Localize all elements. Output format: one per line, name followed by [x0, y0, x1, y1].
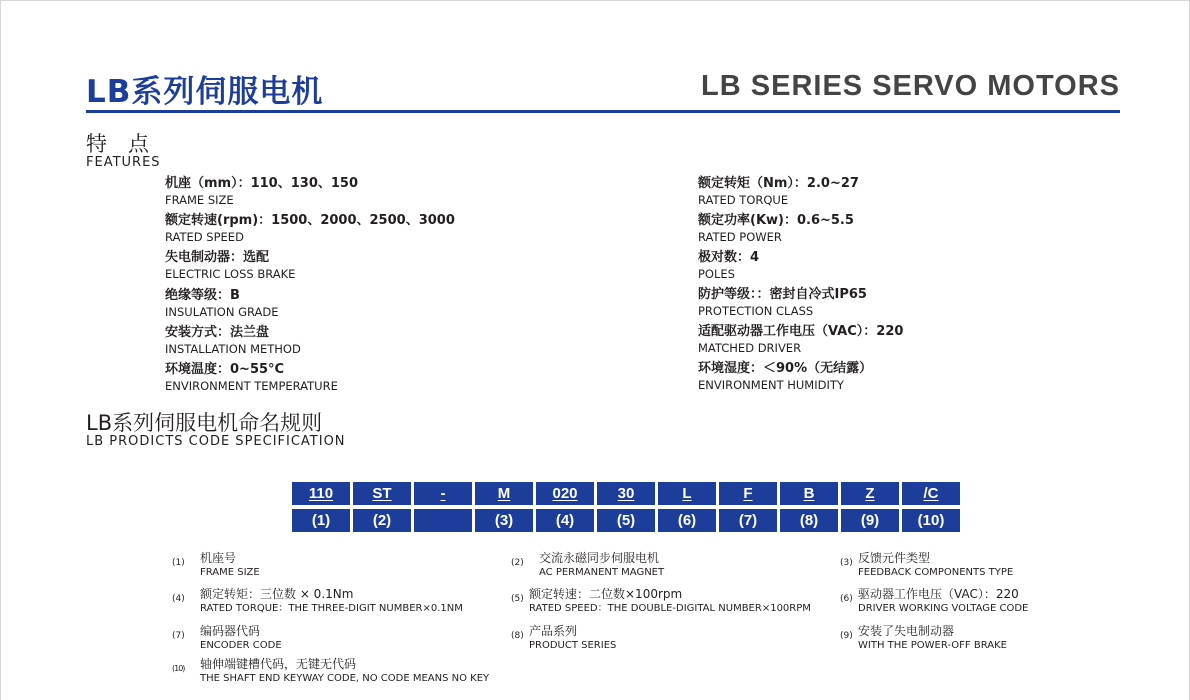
- feature-humidity: [698, 361, 872, 393]
- code-cell: [658, 482, 716, 505]
- legend-label-cn: 额定转矩：三位数 × 0.1Nm: [200, 587, 354, 601]
- feature-label-cn: 极对数：4: [698, 250, 760, 265]
- index-cell: (8): [780, 509, 838, 532]
- feature-rated-torque: [698, 176, 859, 208]
- code-cell: [902, 482, 960, 505]
- code-value: M: [497, 485, 511, 502]
- feature-label-cn: 额定功率(Kw)：0.6~5.5: [698, 213, 854, 228]
- feature-label-cn: 额定转矩（Nm）：2.0~27: [698, 176, 859, 191]
- index-cell: (10): [902, 509, 960, 532]
- feature-label-en: FRAME SIZE: [165, 193, 234, 207]
- legend-label-en: PRODUCT SERIES: [529, 640, 617, 651]
- legend-label-cn: 产品系列: [529, 624, 578, 638]
- left-border: [0, 0, 1, 700]
- feature-label-en: ENVIRONMENT HUMIDITY: [698, 378, 844, 392]
- feature-label-en: POLES: [698, 267, 735, 281]
- feature-driver: [698, 324, 903, 356]
- code-value: B: [803, 485, 815, 502]
- feature-label-cn: 绝缘等级：B: [165, 288, 240, 303]
- legend-label-cn: 驱动器工作电压（VAC）：220: [858, 587, 1019, 601]
- feature-label-en: ELECTRIC LOSS BRAKE: [165, 267, 296, 281]
- index-cell: [414, 509, 472, 532]
- feature-label-en: RATED TORQUE: [698, 193, 789, 207]
- code-cell: [414, 482, 472, 505]
- title-underline: [86, 110, 1120, 113]
- top-border: [0, 0, 1190, 1]
- legend-number: (1): [172, 558, 185, 568]
- index-cell: (7): [719, 509, 777, 532]
- page-title-cn: LB系列伺服电机: [86, 74, 324, 110]
- code-cell: [475, 482, 533, 505]
- legend-label-cn: 轴伸端键槽代码，无键无代码: [200, 657, 357, 671]
- code-value: 30: [617, 485, 635, 502]
- code-value: L: [682, 485, 692, 502]
- feature-protection: [698, 287, 867, 319]
- legend-label-en: AC PERMANENT MAGNET: [539, 567, 665, 578]
- feature-label-en: INSTALLATION METHOD: [165, 342, 301, 356]
- legend-label-en: RATED TORQUE：THE THREE-DIGIT NUMBER×0.1NM: [200, 603, 463, 614]
- legend-number: (7): [172, 631, 185, 641]
- feature-frame-size: [165, 176, 358, 208]
- feature-insulation: [165, 288, 279, 320]
- feature-label-en: RATED SPEED: [165, 230, 244, 244]
- index-cell: (3): [475, 509, 533, 532]
- feature-poles: [698, 250, 759, 282]
- legend-label-cn: 交流永磁同步伺服电机: [539, 551, 660, 565]
- code-value: Z: [865, 485, 875, 502]
- index-cell: (6): [658, 509, 716, 532]
- feature-rated-speed: [165, 213, 455, 245]
- legend-number: (4): [172, 594, 185, 604]
- legend-label-cn: 安装了失电制动器: [858, 624, 955, 638]
- feature-label-cn: 安装方式：法兰盘: [165, 325, 270, 340]
- feature-installation: [165, 325, 301, 357]
- legend-label-en: RATED SPEED：THE DOUBLE-DIGITAL NUMBER×100RPM: [529, 603, 811, 614]
- code-cell: [353, 482, 411, 505]
- legend-label-en: THE SHAFT END KEYWAY CODE, NO CODE MEANS NO KEY: [200, 673, 490, 684]
- code-spec-title-en: LB PRODICTS CODE SPECIFICATION: [86, 434, 346, 449]
- feature-rated-power: [698, 213, 854, 245]
- code-cell: [536, 482, 594, 505]
- legend-label-en: FRAME SIZE: [200, 567, 260, 578]
- index-cell: (2): [353, 509, 411, 532]
- index-row: [292, 509, 963, 532]
- code-cell: [841, 482, 899, 505]
- index-cell: (4): [536, 509, 594, 532]
- feature-brake: [165, 250, 295, 282]
- legend-label-en: ENCODER CODE: [200, 640, 282, 651]
- legend-label-cn: 机座号: [200, 551, 237, 565]
- legend-label-en: WITH THE POWER-OFF BRAKE: [858, 640, 1007, 651]
- code-cell: [597, 482, 655, 505]
- feature-label-en: ENVIRONMENT TEMPERATURE: [165, 379, 338, 393]
- feature-label-en: RATED POWER: [698, 230, 782, 244]
- code-cell: [719, 482, 777, 505]
- code-cell: [292, 482, 350, 505]
- code-value: 020: [552, 485, 578, 502]
- legend-label-cn: 编码器代码: [200, 624, 261, 638]
- code-value: 110: [308, 485, 334, 502]
- code-cell: [780, 482, 838, 505]
- feature-env-temp: [165, 362, 338, 394]
- legend-number: (3): [840, 558, 853, 568]
- feature-label-cn: 环境湿度：＜90%（无结露）: [698, 361, 873, 376]
- features-title-cn: 特 点: [86, 132, 149, 156]
- page-title-en: LB SERIES SERVO MOTORS: [701, 70, 1120, 102]
- feature-label-en: INSULATION GRADE: [165, 305, 279, 319]
- legend-label-cn: 额定转速：二位数×100rpm: [529, 587, 683, 601]
- features-title-en: FEATURES: [86, 155, 161, 170]
- legend-label-en: DRIVER WORKING VOLTAGE CODE: [858, 603, 1029, 614]
- code-value: -: [440, 485, 446, 502]
- code-value: F: [743, 485, 753, 502]
- index-cell: (5): [597, 509, 655, 532]
- index-cell: (9): [841, 509, 899, 532]
- legend-number: (5): [511, 594, 524, 604]
- feature-label-cn: 适配驱动器工作电压（VAC）：220: [698, 324, 904, 339]
- legend-number: (10): [172, 664, 185, 673]
- legend-number: (9): [840, 631, 853, 641]
- feature-label-cn: 环境温度：0~55°C: [165, 362, 285, 377]
- legend-number: (8): [511, 631, 524, 641]
- code-spec-title-cn: LB系列伺服电机命名规则: [86, 411, 323, 435]
- index-cell: (1): [292, 509, 350, 532]
- feature-label-en: PROTECTION CLASS: [698, 304, 814, 318]
- code-value: /C: [923, 485, 939, 502]
- code-row: [292, 482, 963, 505]
- legend-number: (6): [840, 594, 853, 604]
- legend-number: (2): [511, 558, 524, 568]
- code-value: ST: [372, 485, 392, 502]
- feature-label-cn: 失电制动器：选配: [165, 250, 270, 265]
- feature-label-cn: 额定转速(rpm)：1500、2000、2500、3000: [165, 213, 455, 228]
- feature-label-cn: 防护等级：：密封自冷式IP65: [698, 287, 867, 302]
- legend-label-en: FEEDBACK COMPONENTS TYPE: [858, 567, 1014, 578]
- feature-label-en: MATCHED DRIVER: [698, 341, 802, 355]
- code-table: [292, 482, 963, 532]
- feature-label-cn: 机座（mm）：110、130、150: [165, 176, 359, 191]
- legend-label-cn: 反馈元件类型: [858, 551, 931, 565]
